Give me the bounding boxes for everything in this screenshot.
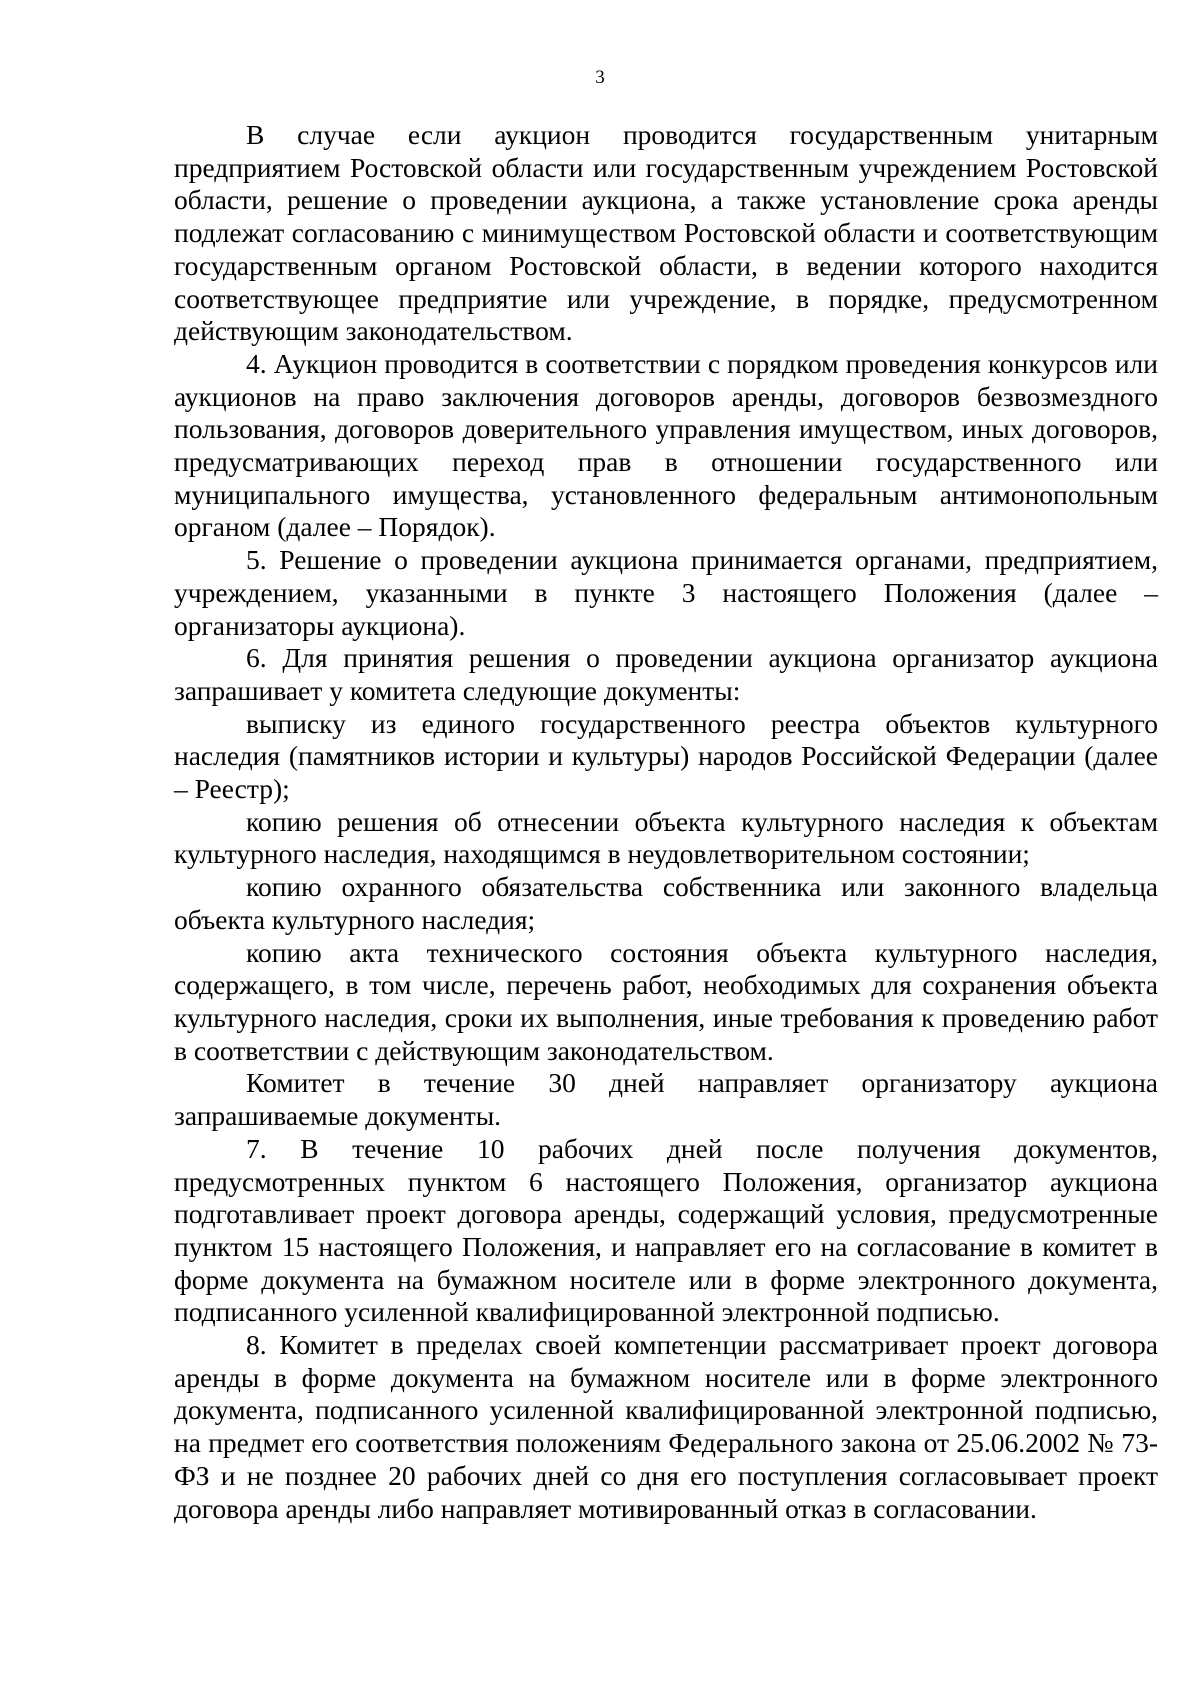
list-item-protection-obligation: копию охранного обязательства собственника или законного владельца объекта культурного наследия; xyxy=(174,871,1158,935)
paragraph-4-auction-procedure: 4. Аукцион проводится в соответствии с порядком проведения конкурсов или аукционов на право заключения договоров аренды, договоров безвозмездного пользования, договоров доверительного управления имуществом, иных договоров, предусматривающих переход прав в отношении государственного или муниципального имущества, установленного федеральным антимонопольным органом (далее – Порядок). xyxy=(174,347,1158,543)
page-number: 3 xyxy=(595,67,605,88)
document-body xyxy=(174,119,1158,1525)
paragraph-5-auction-decision: 5. Решение о проведении аукциона принимается органами, предприятием, учреждением, указанными в пункте 3 настоящего Положения (далее – организаторы аукциона). xyxy=(174,544,1158,641)
paragraph-6-document-request: 6. Для принятия решения о проведении аукциона организатор аукциона запрашивает у комитета следующие документы: xyxy=(174,642,1158,706)
paragraph-8-committee-review: 8. Комитет в пределах своей компетенции рассматривает проект договора аренды в форме документа на бумажном носителе или в форме электронного документа, подписанного усиленной квалифицированной электронной подписью, на предмет его соответствия положениям Федерального закона от 25.06.2002 № 73-ФЗ и не позднее 20 рабочих дней со дня его поступления согласовывает проект договора аренды либо направляет мотивированный отказ в согласовании. xyxy=(174,1329,1158,1524)
list-item-technical-condition-act: копию акта технического состояния объекта культурного наследия, содержащего, в том числе, перечень работ, необходимых для сохранения объекта культурного наследия, сроки их выполнения, иные требования к проведению работ в соответствии с действующим законодательством. xyxy=(174,936,1158,1066)
paragraph-7-draft-contract: 7. В течение 10 рабочих дней после получения документов, предусмотренных пунктом 6 настоящего Положения, организатор аукциона подготавливает проект договора аренды, содержащий условия, предусмотренные пунктом 15 настоящего Положения, и направляет его на согласование в комитет в форме документа на бумажном носителе или в форме электронного документа, подписанного усиленной квалифицированной электронной подписью. xyxy=(174,1132,1158,1328)
list-item-registry-extract: выписку из единого государственного реестра объектов культурного наследия (памятников истории и культуры) народов Российской Федерации (далее – Реестр); xyxy=(174,707,1158,805)
paragraph-auction-approval: В случае если аукцион проводится государственным унитарным предприятием Ростовской области или государственным учреждением Ростовской области, решение о проведении аукциона, а также установление срока аренды подлежат согласованию с минимуществом Ростовской области и соответствующим государственным органом Ростовской области, в ведении которого находится соответствующее предприятие или учреждение, в порядке, предусмотренном действующим законодательством. xyxy=(174,119,1158,347)
paragraph-committee-30-days: Комитет в течение 30 дней направляет организатору аукциона запрашиваемые документы. xyxy=(174,1067,1158,1132)
list-item-decision-copy: копию решения об отнесении объекта культурного наследия к объектам культурного наследия, находящимся в неудовлетворительном состоянии; xyxy=(174,805,1158,870)
